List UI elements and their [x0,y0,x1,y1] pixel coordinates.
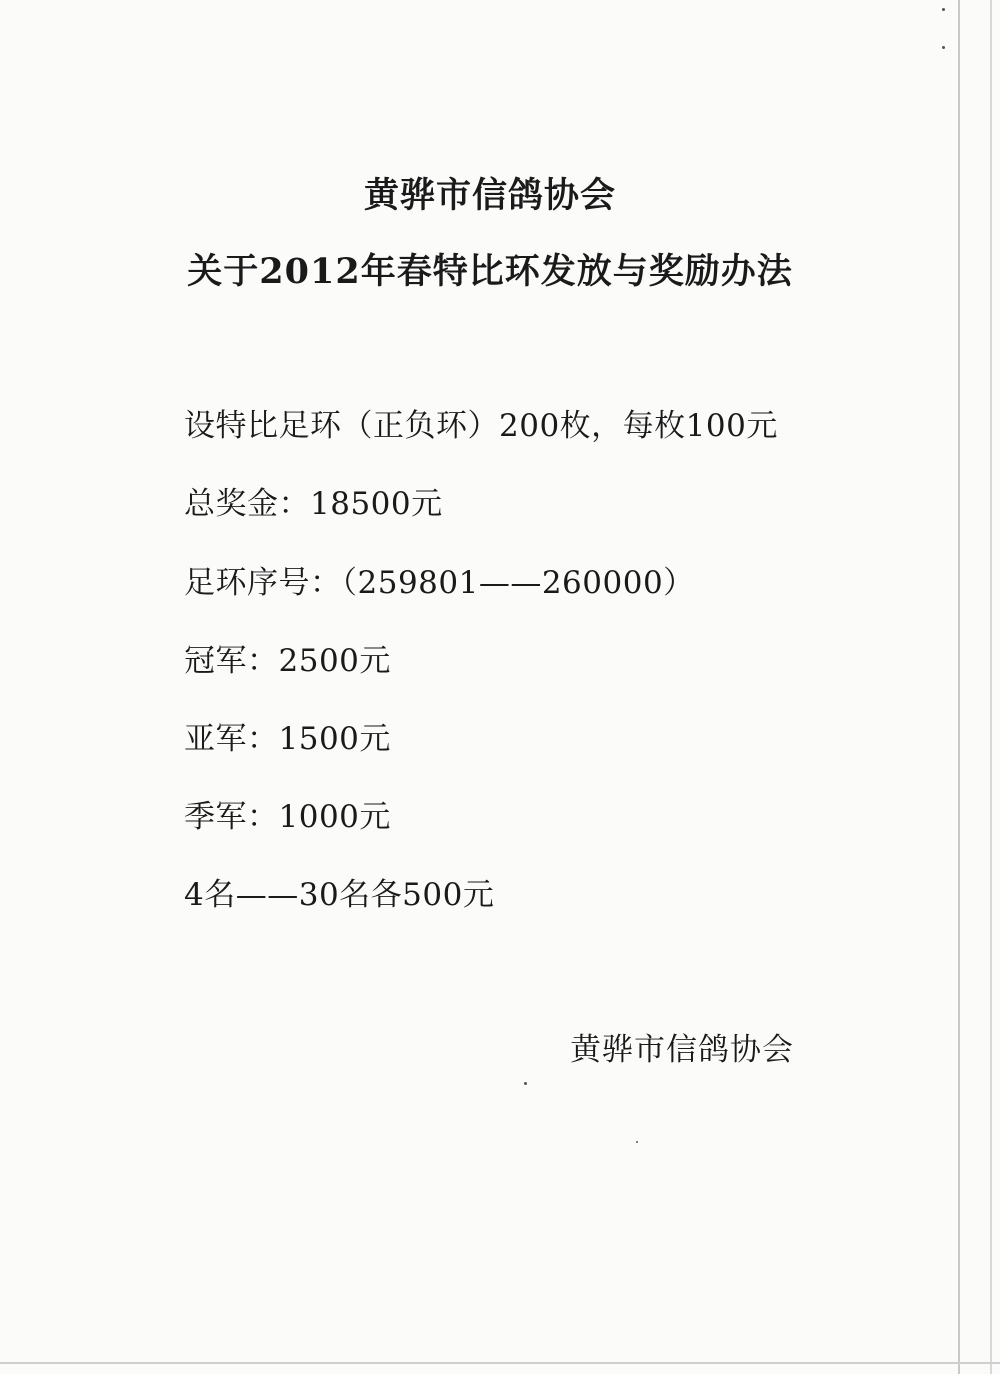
document-subtitle: 关于2012年春特比环发放与奖励办法 [187,251,793,292]
scan-edge-line [0,1362,1000,1364]
document-title: 黄骅市信鸽协会 [363,175,616,216]
ranks-4-30-prize-line: 4名——30名各500元 [184,877,495,913]
total-prize-line: 总奖金：18500元 [184,486,443,522]
scan-speck [942,46,945,49]
scan-edge-line [990,0,992,1374]
ring-serial-line: 足环序号：（259801——260000） [184,565,695,601]
ring-quantity-line: 设特比足环（正负环）200枚，每枚100元 [184,408,778,444]
champion-prize-line: 冠军：2500元 [184,643,391,679]
runner-up-prize-line: 亚军：1500元 [184,721,391,757]
scan-speck [636,1141,638,1143]
third-place-prize-line: 季军：1000元 [184,799,391,835]
scan-speck [524,1082,527,1085]
scan-speck [942,8,945,11]
signature-organization: 黄骅市信鸽协会 [570,1032,794,1068]
